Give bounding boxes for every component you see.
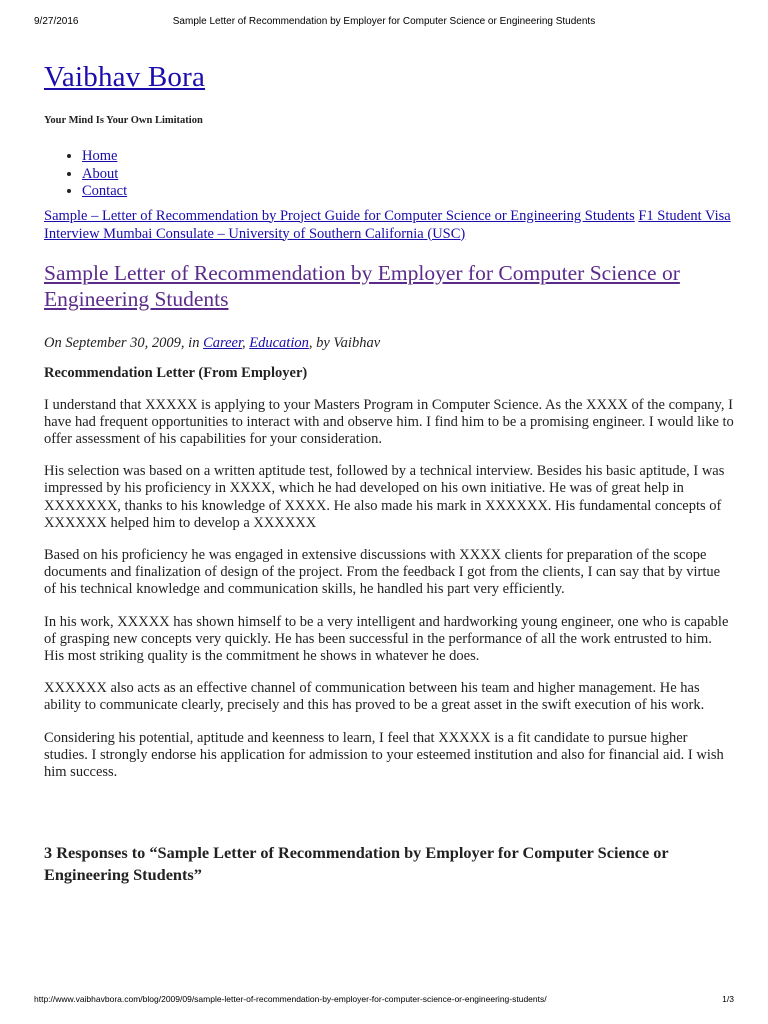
post-meta-separator: ,	[242, 334, 250, 351]
print-footer	[34, 994, 734, 1008]
post-meta-author: , by Vaibhav	[308, 334, 381, 351]
site-title	[44, 58, 734, 96]
nav-link-about[interactable]: About	[82, 165, 119, 182]
nav-item-contact	[82, 183, 734, 201]
post-navigation	[44, 207, 734, 243]
letter-paragraph: Based on his proficiency he was engaged in extensive discussions with XXXX clients for preparation of the scope documents and finalization of design of the project. From the feedback I got from the clients, I can say that by virtue of his technical knowledge and communication skills, he handled his part very efficiently.	[44, 546, 721, 598]
post-meta-prefix: On September 30, 2009, in	[44, 334, 204, 351]
letter-paragraph: In his work, XXXXX has shown himself to be a very intelligent and hardworking young engineer, one who is capable of grasping new concepts very quickly. He has been successful in the performance of all the work entrusted to him. His most striking quality is the commitment he shows in whatever he does.	[44, 613, 729, 664]
main-nav	[44, 148, 734, 201]
print-url: http://www.vaibhavbora.com/blog/2009/09/sample-letter-of-recommendation-by-employer-for-computer-science-or-engineering-students/	[34, 994, 547, 1004]
letter-paragraph: His selection was based on a written aptitude test, followed by a technical interview. Besides his basic aptitude, I was impressed by his proficiency in XXXX, which he had developed on his own initiative. He was of great help in XXXXXXX, thanks to his knowledge of XXXX. He also made his mark in XXXXXX. His fundamental concepts of XXXXXX helped him to develop a XXXXXX	[44, 463, 725, 531]
post-meta	[44, 334, 734, 352]
site-tagline: Your Mind Is Your Own Limitation	[44, 115, 203, 126]
responses-heading: 3 Responses to “Sample Letter of Recommendation by Employer for Computer Science or Engineering Students”	[44, 843, 669, 884]
letter-paragraph: XXXXXX also acts as an effective channel of communication between his team and higher management. He has ability to communicate clearly, precisely and this has proved to be a great asset in the swift execution of his work.	[44, 680, 705, 714]
post-title	[44, 260, 734, 313]
post-title-link[interactable]: Sample Letter of Recommendation by Employer for Computer Science or Engineering Students	[44, 260, 680, 311]
previous-post-link[interactable]: Sample – Letter of Recommendation by Project Guide for Computer Science or Engineering Students	[44, 207, 635, 224]
letter-paragraph: Considering his potential, aptitude and keenness to learn, I feel that XXXXX is a fit candidate to pursue higher studies. I strongly endorse his application for admission to your esteemed institution and also for financial aid. I wish him success.	[44, 729, 724, 780]
category-link-career[interactable]: Career	[203, 334, 243, 351]
nav-item-about	[82, 166, 734, 184]
print-header	[34, 16, 734, 30]
nav-link-contact[interactable]: Contact	[82, 183, 128, 199]
next-post-link[interactable]: F1 Student Visa Interview Mumbai Consulate – University of Southern California (USC)	[44, 207, 731, 242]
letter-paragraph: I understand that XXXXX is applying to your Masters Program in Computer Science. As the XXXX of the company, I have had frequent opportunities to interact with and observe him. I find him to be a promising engineer. I would like to offer assessment of his capabilities for your consideration.	[44, 396, 734, 447]
print-doc-title: Sample Letter of Recommendation by Employer for Computer Science or Engineering Students	[172, 16, 596, 27]
print-page-number: 1/3	[722, 994, 734, 1004]
letter-heading: Recommendation Letter (From Employer)	[44, 364, 308, 381]
print-date: 9/27/2016	[34, 16, 79, 27]
nav-link-home[interactable]: Home	[82, 148, 118, 164]
page-content	[44, 58, 734, 885]
category-link-education[interactable]: Education	[249, 334, 309, 351]
nav-item-home	[82, 148, 734, 166]
site-title-link[interactable]: Vaibhav Bora	[44, 61, 206, 93]
